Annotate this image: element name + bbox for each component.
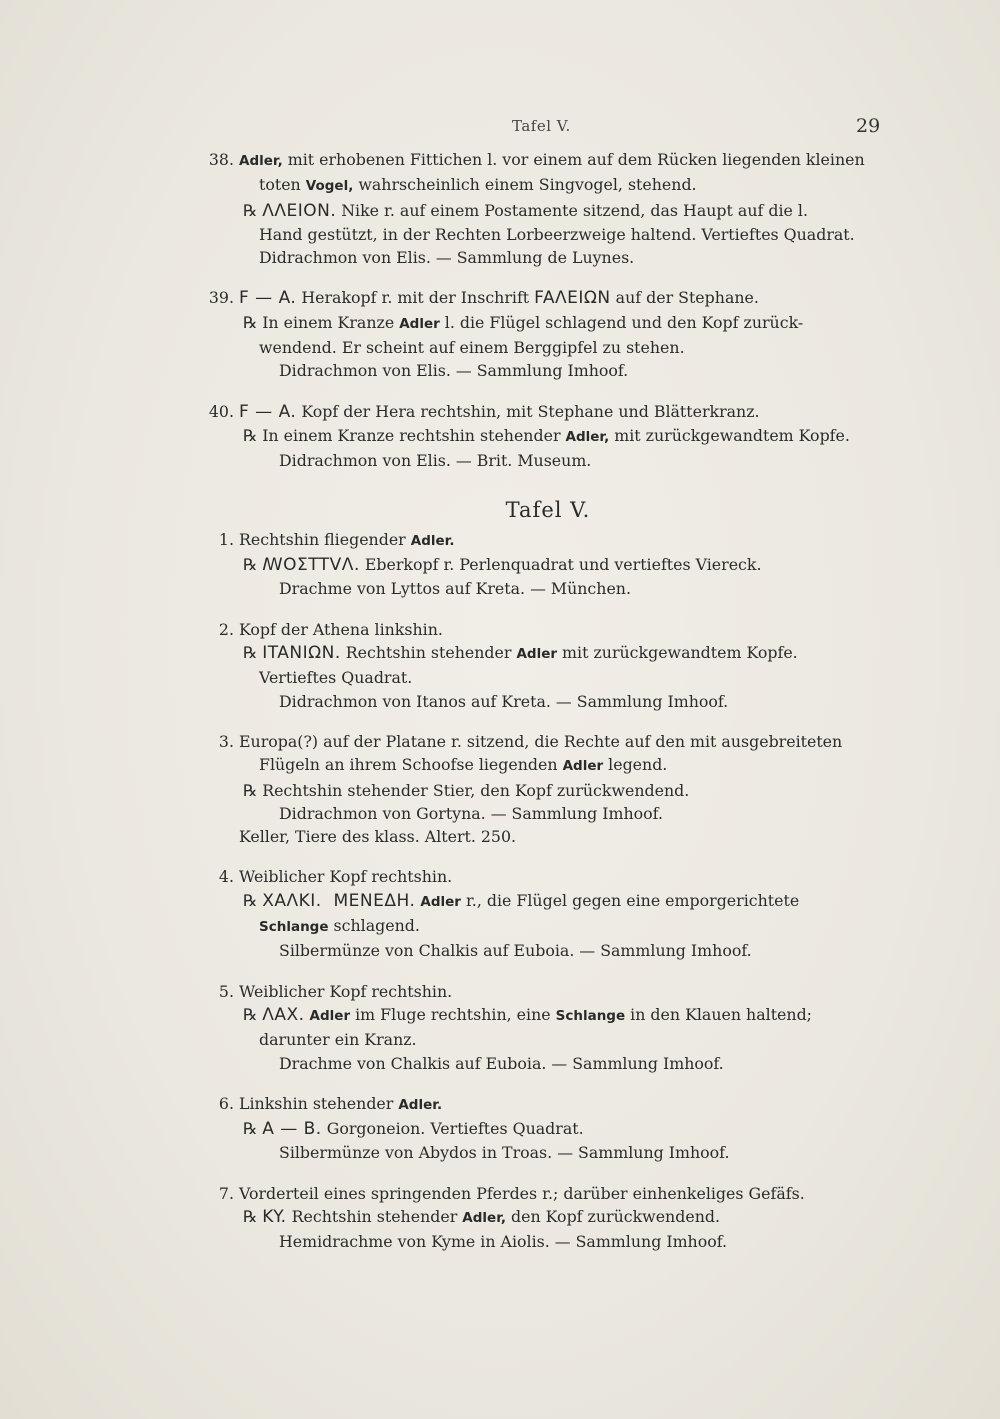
mint-line: Drachme von Lyttos auf Kreta. — München. (279, 579, 631, 599)
page-header (0, 115, 1000, 139)
entry-number: 3. (218, 731, 234, 751)
obverse-text: Linkshin stehender (239, 1093, 399, 1113)
catalog-entry-5 (200, 980, 890, 1075)
reverse-symbol: ℞ (243, 1004, 258, 1024)
reverse-symbol: ℞ (243, 1119, 258, 1139)
obverse-line: Weiblicher Kopf rechtshin. (239, 867, 453, 887)
obverse-line (239, 1092, 890, 1117)
reverse-text: mit zurückgewandtem Kopfe. (557, 643, 798, 663)
bold-term: Adler, (239, 153, 283, 169)
reverse-line (243, 553, 890, 577)
catalog-entry-4 (200, 865, 890, 962)
reverse-line (243, 641, 890, 666)
catalog-entry-3 (200, 730, 890, 848)
reverse-line-cont: Hand gestützt, in der Rechten Lorbeerzweige haltend. Vertieftes Quadrat. (259, 224, 855, 244)
entry-number: 40. (208, 401, 234, 421)
mint-line: Didrachmon von Elis. — Brit. Museum. (279, 451, 592, 471)
catalog-entry-7 (200, 1182, 890, 1254)
reverse-text: den Kopf zurückwendend. (506, 1206, 720, 1226)
entry-number: 5. (218, 981, 234, 1001)
reverse-text: Rechtshin stehender Stier, den Kopf zurückwendend. (257, 780, 690, 800)
bold-term: Adler (420, 893, 461, 910)
page-body (200, 148, 890, 1271)
obverse-line (239, 148, 890, 173)
reverse-text: Nike r. auf einem Postamente sitzend, das Haupt auf die l. (336, 200, 808, 220)
bold-term: Adler, (462, 1209, 506, 1226)
obverse-line: Europa(?) auf der Platane r. sitzend, die Rechte auf den mit ausgebreiteten (239, 731, 843, 751)
mint-line: Didrachmon von Gortyna. — Sammlung Imhoof. (279, 803, 663, 823)
greek-legend: KY. (262, 1206, 287, 1227)
reverse-symbol: ℞ (243, 425, 258, 445)
reverse-symbol: ℞ (243, 555, 258, 575)
obverse-line (239, 400, 890, 424)
entry-number: 7. (218, 1183, 234, 1203)
mint-line: Hemidrachme von Kyme in Aiolis. — Sammlung Imhoof. (279, 1232, 728, 1252)
page-number: 29 (856, 115, 881, 137)
mint-line: Drachme von Chalkis auf Euboia. — Sammlung Imhoof. (279, 1053, 724, 1073)
greek-legend: ΛAX. (262, 1004, 305, 1025)
reverse-text: l. die Flügel schlagend und den Kopf zurück- (439, 312, 804, 332)
reference-line: Keller, Tiere des klass. Altert. 250. (239, 827, 517, 847)
entry-number: 1. (218, 529, 234, 549)
reverse-symbol: ℞ (243, 643, 258, 663)
entry-number: 2. (218, 619, 234, 639)
bold-term: Adler, (565, 428, 610, 445)
bold-term: Schlange (555, 1007, 626, 1024)
running-title: Tafel V. (512, 117, 571, 135)
reverse-text: in den Klauen haltend; (625, 1004, 813, 1024)
obverse-text: mit erhobenen Fittichen l. vor einem auf dem Rücken liegenden kleinen (282, 150, 865, 169)
reverse-line-cont: wendend. Er scheint auf einem Berggipfel zu stehen. (259, 338, 685, 358)
reverse-text: im Fluge rechtshin, eine (350, 1004, 556, 1024)
bold-term: Adler (562, 758, 604, 775)
reverse-text: mit zurückgewandtem Kopfe. (609, 425, 850, 445)
catalog-entry-6 (200, 1092, 890, 1165)
reverse-line (243, 1205, 890, 1230)
entry-number: 4. (218, 867, 234, 887)
mint-line: Silbermünze von Abydos in Troas. — Sammlung Imhoof. (279, 1143, 730, 1163)
bold-term: Vogel, (305, 178, 354, 195)
greek-legend: ꟿOΣTTVΛ. (262, 555, 360, 576)
bold-term: Adler (399, 315, 440, 332)
greek-legend: F — A. (239, 288, 297, 309)
obverse-text: auf der Stephane. (610, 288, 759, 308)
bold-term: Adler (309, 1007, 351, 1024)
obverse-line-cont (259, 753, 890, 778)
reverse-symbol: ℞ (243, 312, 258, 332)
obverse-line: Kopf der Athena linkshin. (239, 619, 443, 639)
greek-legend: ITANIΩN. (262, 643, 341, 664)
reverse-symbol: ℞ (243, 1206, 258, 1226)
obverse-text: wahrscheinlich einem Singvogel, stehend. (353, 175, 697, 195)
reverse-line (243, 1117, 890, 1141)
obverse-text: legend. (603, 755, 668, 775)
reverse-text: Rechtshin stehender (286, 1206, 463, 1226)
entry-number: 38. (208, 150, 234, 169)
mint-line: Silbermünze von Chalkis auf Euboia. — Sammlung Imhoof. (279, 941, 752, 961)
reverse-symbol: ℞ (243, 780, 258, 800)
catalog-entry-1 (200, 528, 890, 601)
mint-line: Didrachmon von Itanos auf Kreta. — Sammlung Imhoof. (279, 691, 729, 711)
reverse-text: In einem Kranze rechtshin stehender (257, 425, 566, 445)
reverse-text: In einem Kranze (257, 312, 400, 332)
obverse-text: Flügeln an ihrem Schoofse liegenden (259, 755, 563, 775)
obverse-line (239, 286, 890, 310)
reverse-text: Rechtshin stehender (340, 643, 517, 663)
reverse-line (243, 1003, 890, 1028)
mint-line: Didrachmon von Elis. — Sammlung Imhoof. (279, 361, 629, 381)
reverse-line (243, 199, 890, 223)
greek-legend: FAΛΕΙΩΝ (534, 288, 611, 309)
greek-legend: ΛΛΕΙΟΝ. (262, 200, 337, 221)
greek-legend: F — A. (239, 401, 297, 422)
obverse-text: Kopf der Hera rechtshin, mit Stephane und Blätterkranz. (296, 401, 760, 421)
mint-line: Didrachmon von Elis. — Sammlung de Luynes. (259, 248, 635, 268)
reverse-text: r., die Flügel gegen eine emporgerichtete (460, 890, 800, 910)
bold-term: Adler. (398, 1096, 443, 1113)
bold-term: Adler (516, 646, 558, 663)
reverse-line (243, 424, 890, 449)
section-title: Tafel V. (505, 497, 591, 522)
bold-term: Schlange (259, 919, 329, 936)
reverse-line-cont: Vertieftes Quadrat. (259, 668, 413, 688)
reverse-line (243, 311, 890, 336)
reverse-text: Eberkopf r. Perlenquadrat und vertieftes Viereck. (359, 555, 762, 575)
entry-number: 6. (218, 1093, 234, 1113)
catalog-entry-2 (200, 618, 890, 713)
reverse-text: schlagend. (328, 916, 420, 936)
catalog-entry-40 (200, 400, 890, 473)
reverse-text: Gorgoneion. Vertieftes Quadrat. (321, 1119, 584, 1139)
reverse-line (243, 889, 890, 914)
reverse-symbol: ℞ (243, 890, 258, 910)
bold-term: Adler. (410, 532, 455, 549)
obverse-line: Vorderteil eines springenden Pferdes r.; darüber einhenkeliges Gefäfs. (239, 1183, 805, 1203)
obverse-line: Weiblicher Kopf rechtshin. (239, 981, 453, 1001)
reverse-line-cont (259, 914, 890, 939)
entry-number: 39. (208, 288, 234, 308)
reverse-line-cont: darunter ein Kranz. (259, 1030, 417, 1050)
obverse-line-cont (259, 173, 890, 198)
obverse-line (239, 528, 890, 553)
greek-legend: XAΛKI. MENEΔH. (262, 890, 416, 911)
reverse-line (243, 779, 890, 802)
catalog-entry-39 (200, 286, 890, 382)
reverse-symbol: ℞ (243, 200, 258, 220)
greek-legend: A — B. (262, 1119, 322, 1140)
obverse-text: Herakopf r. mit der Inschrift (296, 288, 535, 308)
obverse-text: Rechtshin fliegender (239, 529, 411, 549)
obverse-text: toten (259, 175, 306, 195)
catalog-entry-38 (200, 148, 890, 269)
